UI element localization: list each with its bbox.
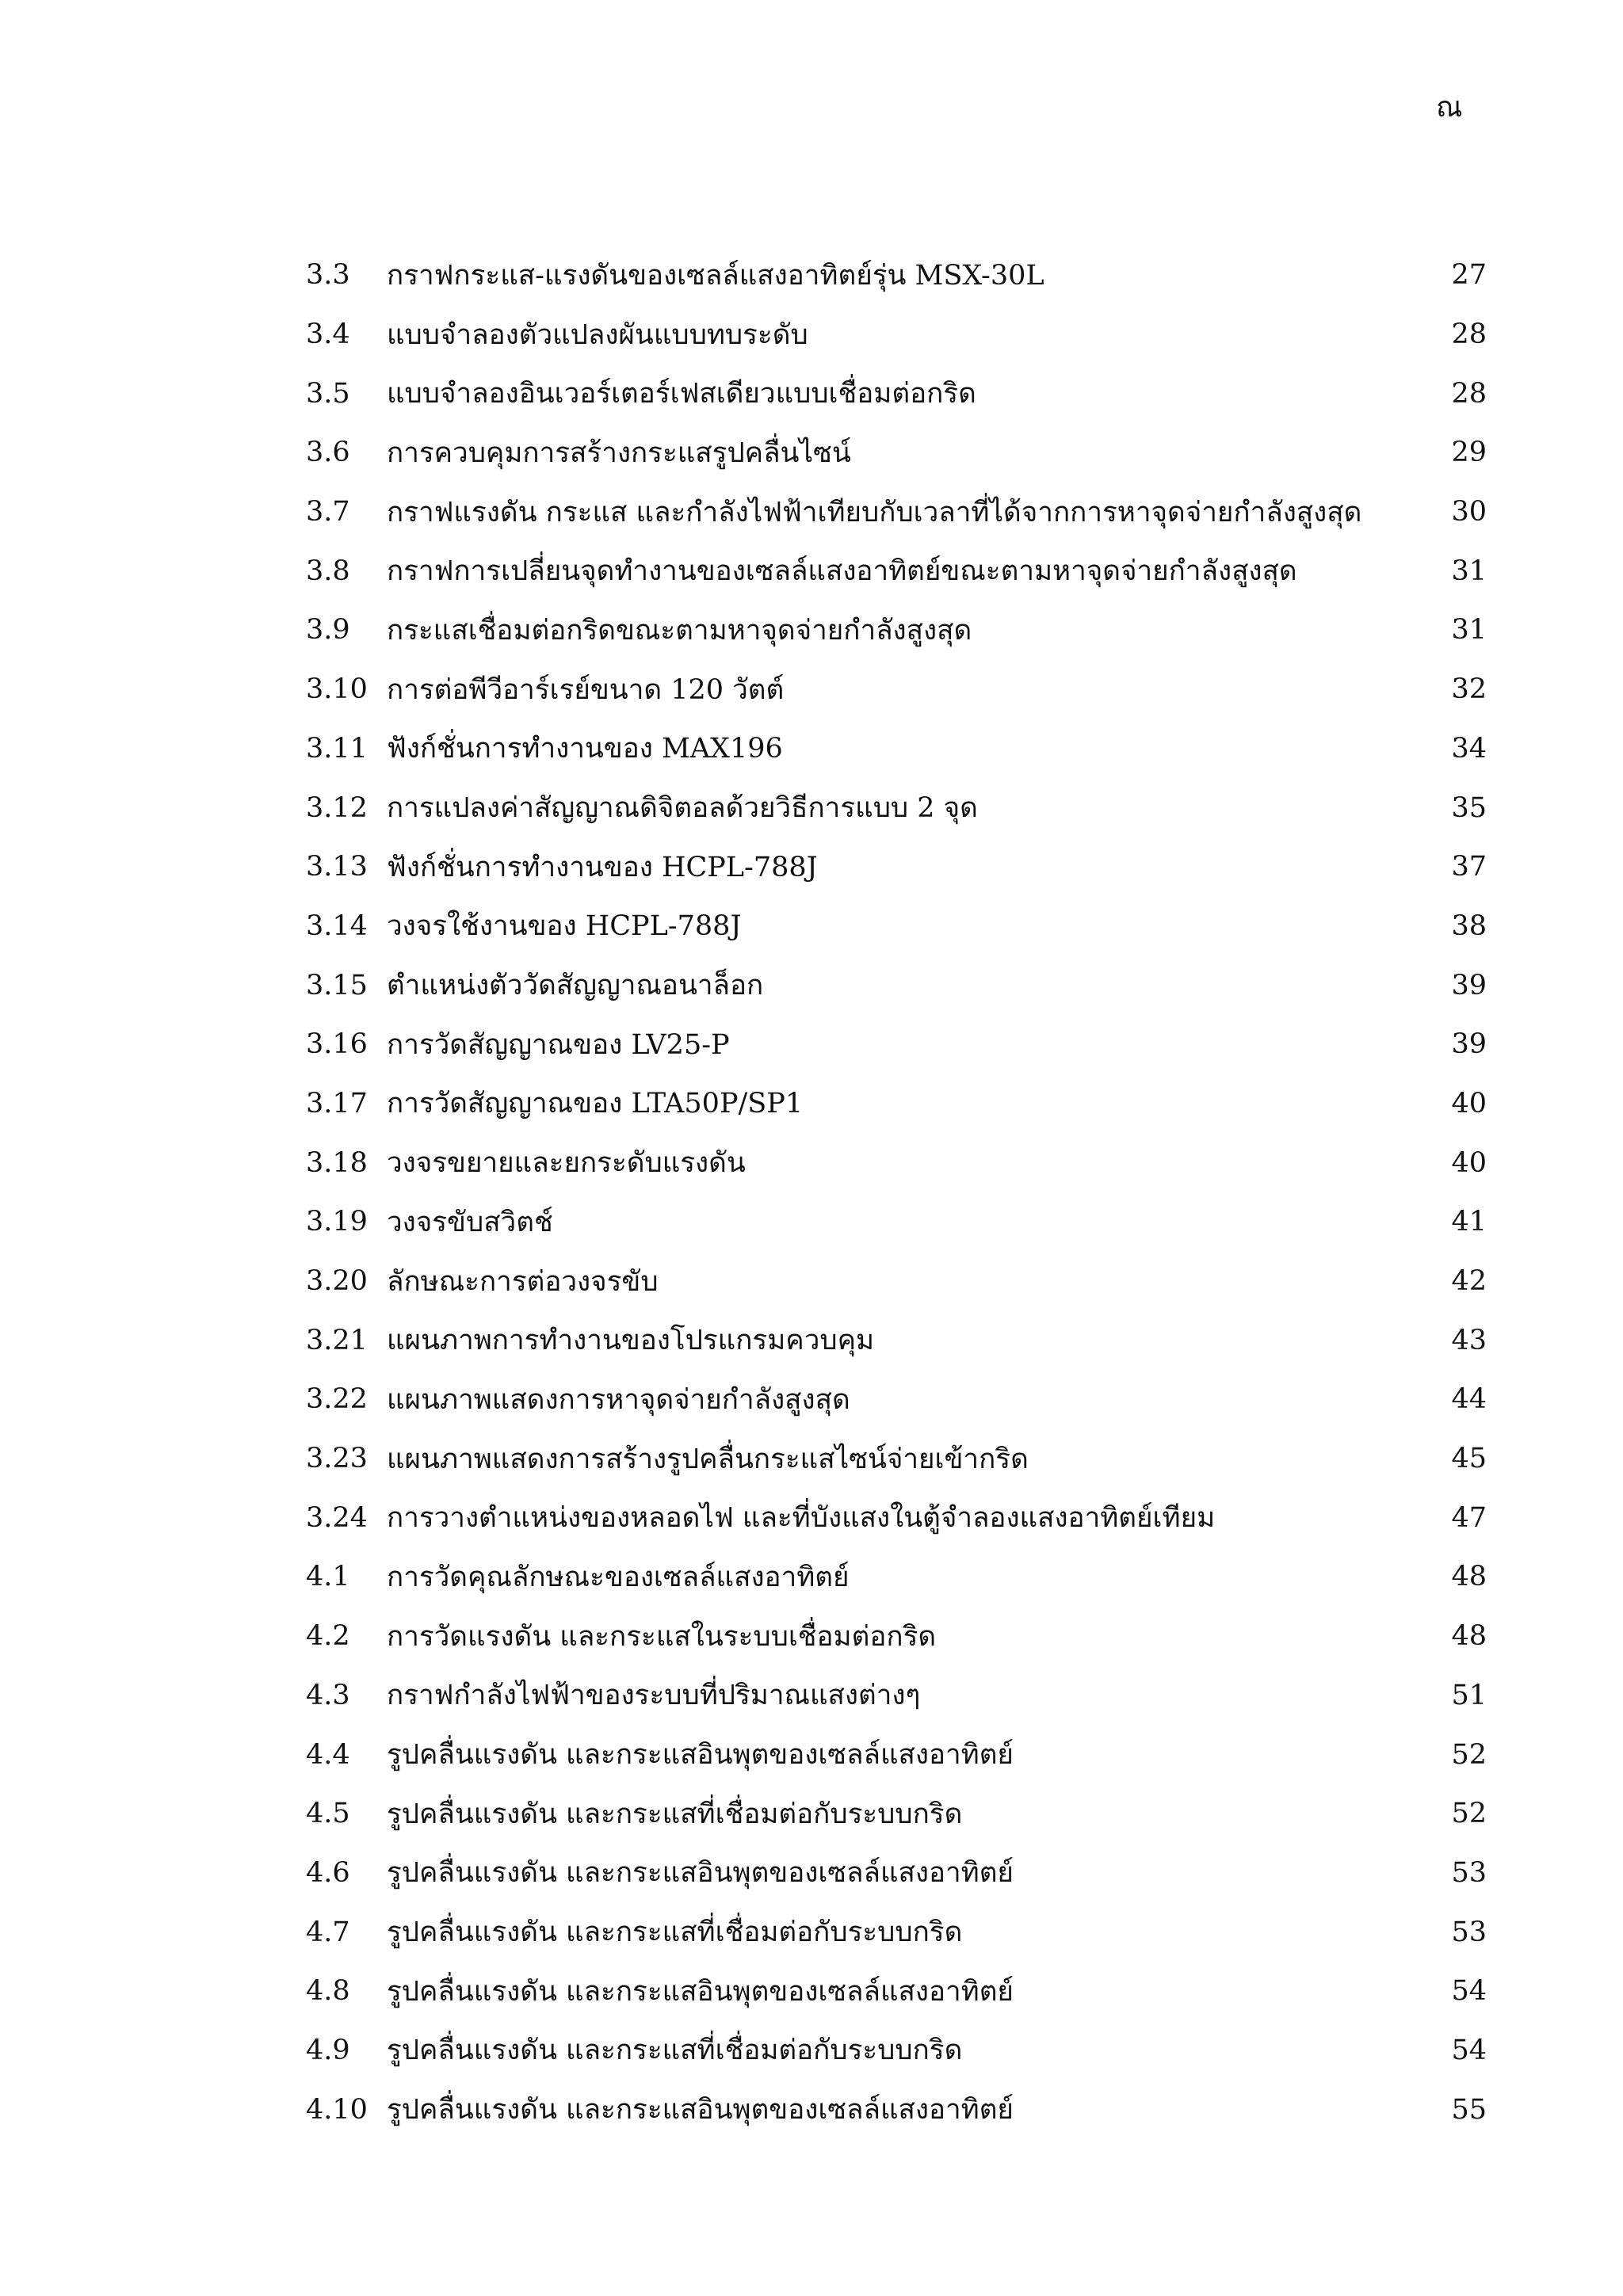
figure-title: การวัดสัญญาณของ LTA50P/SP1 [387,1088,804,1120]
page-number: 47 [1451,1501,1487,1534]
figure-title: ตำแหน่งตัววัดสัญญาณอนาล็อก [387,970,764,1002]
figure-title: แผนภาพแสดงการสร้างรูปคลื่นกระแสไซน์จ่ายเข้ากริด [387,1443,1029,1475]
page-number: 39 [1451,1028,1487,1061]
page-number: 41 [1451,1206,1487,1238]
toc-entry [306,482,1487,542]
figure-number: 4.8 [306,1975,350,2008]
figure-title: การวัดคุณลักษณะของเซลล์แสงอาทิตย์ [387,1561,850,1593]
page-number: 37 [1451,851,1487,883]
figure-number: 4.7 [306,1916,350,1948]
figure-title: รูปคลื่นแรงดัน และกระแสที่เชื่อมต่อกับระบบกริด [387,1798,963,1830]
page-number: 40 [1451,1087,1487,1119]
figure-title: รูปคลื่นแรงดัน และกระแสที่เชื่อมต่อกับระบบกริด [387,1917,963,1949]
figure-title: การแปลงค่าสัญญาณดิจิตอลด้วยวิธีการแบบ 2 จุด [387,792,978,825]
figure-number: 3.19 [306,1206,368,1238]
toc-entry [306,364,1487,423]
figure-number: 4.1 [306,1561,350,1593]
page-number: 43 [1451,1324,1487,1356]
toc-entry [306,1666,1487,1726]
figure-number: 3.23 [306,1443,368,1475]
toc-entry [306,897,1487,956]
figure-number: 3.17 [306,1087,368,1119]
toc-entry [306,1725,1487,1784]
page-number: 29 [1451,437,1487,469]
figure-number: 3.20 [306,1265,368,1298]
page-number: 28 [1451,377,1487,410]
figure-number: 4.2 [306,1620,350,1653]
figure-number: 4.6 [306,1856,350,1889]
figure-number: 3.8 [306,555,350,587]
toc-entry [306,1488,1487,1547]
figure-number: 4.5 [306,1798,350,1830]
page-number: 38 [1451,910,1487,942]
page-number: 54 [1451,2034,1487,2066]
page-number: 35 [1451,791,1487,824]
toc-entry [306,1607,1487,1666]
page-number: 27 [1451,259,1487,292]
toc-entry [306,246,1487,305]
figure-number: 4.10 [306,2093,368,2126]
figure-title: กราฟการเปลี่ยนจุดทำงานของเซลล์แสงอาทิตย์ขณะตามหาจุดจ่ายกำลังสูงสุด [387,555,1297,588]
figure-number: 3.12 [306,791,368,824]
toc-entry [306,1902,1487,1962]
figure-number: 3.14 [306,910,368,942]
page-number: 34 [1451,732,1487,765]
toc-entry [306,1133,1487,1192]
toc-entry [306,601,1487,660]
page-number-letter: ณ [1436,91,1463,124]
figure-title: การควบคุมการสร้างกระแสรูปคลื่นไซน์ [387,437,851,469]
figure-title: การต่อพีวีอาร์เรย์ขนาด 120 วัตต์ [387,673,785,706]
figure-title: แบบจำลองตัวแปลงผันแบบทบระดับ [387,318,808,351]
figure-number: 3.15 [306,969,368,1001]
figure-title: รูปคลื่นแรงดัน และกระแสอินพุตของเซลล์แสงอาทิตย์ [387,1739,1014,1772]
toc-entry [306,1547,1487,1607]
toc-entry [306,305,1487,364]
toc-entry [306,778,1487,837]
toc-entry [306,2021,1487,2081]
toc-entry [306,423,1487,482]
page-number: 28 [1451,318,1487,351]
toc-entry [306,660,1487,719]
list-of-figures [306,246,1487,2139]
figure-number: 3.6 [306,437,350,469]
page-number: 53 [1451,1856,1487,1889]
toc-entry [306,1784,1487,1844]
toc-entry [306,1429,1487,1489]
figure-title: ลักษณะการต่อวงจรขับ [387,1265,659,1298]
figure-title: แบบจำลองอินเวอร์เตอร์เฟสเดียวแบบเชื่อมต่อกริด [387,378,976,410]
page-number: 48 [1451,1561,1487,1593]
page-number: 53 [1451,1916,1487,1948]
figure-number: 3.5 [306,377,350,410]
page-number: 55 [1451,2093,1487,2126]
figure-title: วงจรใช้งานของ HCPL-788J [387,910,742,943]
page-number: 30 [1451,496,1487,528]
figure-number: 3.3 [306,259,350,292]
figure-number: 3.16 [306,1028,368,1061]
toc-entry [306,837,1487,897]
figure-title: รูปคลื่นแรงดัน และกระแสอินพุตของเซลล์แสงอาทิตย์ [387,1857,1014,1890]
figure-title: แผนภาพการทำงานของโปรแกรมควบคุม [387,1325,875,1357]
toc-entry [306,1074,1487,1134]
page-number: 42 [1451,1265,1487,1298]
page-number: 51 [1451,1679,1487,1711]
toc-entry [306,719,1487,779]
figure-title: ฟังก์ชั่นการทำงานของ HCPL-788J [387,851,818,883]
figure-title: การวัดแรงดัน และกระแสในระบบเชื่อมต่อกริด [387,1620,937,1653]
toc-entry [306,1252,1487,1311]
toc-entry [306,1310,1487,1370]
figure-title: วงจรขับสวิตช์ [387,1206,553,1238]
figure-number: 3.7 [306,496,350,528]
figure-title: กราฟแรงดัน กระแส และกำลังไฟฟ้าเทียบกับเวลาที่ได้จากการหาจุดจ่ายกำลังสูงสุด [387,496,1362,528]
figure-number: 3.18 [306,1146,368,1179]
toc-entry [306,1192,1487,1252]
page-number: 48 [1451,1620,1487,1653]
toc-entry [306,955,1487,1015]
page-number: 52 [1451,1798,1487,1830]
figure-number: 3.13 [306,851,368,883]
page-number: 52 [1451,1738,1487,1771]
figure-title: วงจรขยายและยกระดับแรงดัน [387,1147,746,1180]
page-number: 39 [1451,969,1487,1001]
toc-entry [306,541,1487,601]
figure-number: 3.22 [306,1383,368,1416]
figure-number: 4.4 [306,1738,350,1771]
figure-title: รูปคลื่นแรงดัน และกระแสอินพุตของเซลล์แสงอาทิตย์ [387,2094,1014,2126]
toc-entry [306,1015,1487,1074]
figure-title: การวางตำแหน่งของหลอดไฟ และที่บังแสงในตู้จำลองแสงอาทิตย์เทียม [387,1502,1216,1535]
figure-number: 3.21 [306,1324,368,1356]
page-number: 54 [1451,1975,1487,2008]
page-number: 40 [1451,1146,1487,1179]
figure-title: กราฟกระแส-แรงดันของเซลล์แสงอาทิตย์รุ่น MSX-30L [387,259,1044,292]
figure-number: 4.9 [306,2034,350,2066]
figure-number: 3.11 [306,732,368,765]
figure-number: 3.9 [306,614,350,646]
toc-entry [306,2080,1487,2139]
figure-title: กราฟกำลังไฟฟ้าของระบบที่ปริมาณแสงต่างๆ [387,1680,921,1712]
figure-title: รูปคลื่นแรงดัน และกระแสที่เชื่อมต่อกับระบบกริด [387,2035,963,2067]
figure-number: 3.10 [306,673,368,706]
page-number: 31 [1451,555,1487,587]
figure-title: ฟังก์ชั่นการทำงานของ MAX196 [387,733,783,765]
page-number: 32 [1451,673,1487,706]
toc-entry [306,1370,1487,1429]
figure-title: แผนภาพแสดงการหาจุดจ่ายกำลังสูงสุด [387,1383,850,1416]
figure-number: 4.3 [306,1679,350,1711]
toc-entry [306,1844,1487,1903]
figure-title: รูปคลื่นแรงดัน และกระแสอินพุตของเซลล์แสงอาทิตย์ [387,1975,1014,2008]
figure-number: 3.24 [306,1501,368,1534]
figure-number: 3.4 [306,318,350,351]
page-number: 45 [1451,1443,1487,1475]
page-number: 44 [1451,1383,1487,1416]
page-number: 31 [1451,614,1487,646]
figure-title: กระแสเชื่อมต่อกริดขณะตามหาจุดจ่ายกำลังสูงสุด [387,614,972,646]
toc-entry [306,1962,1487,2021]
figure-title: การวัดสัญญาณของ LV25-P [387,1028,730,1061]
